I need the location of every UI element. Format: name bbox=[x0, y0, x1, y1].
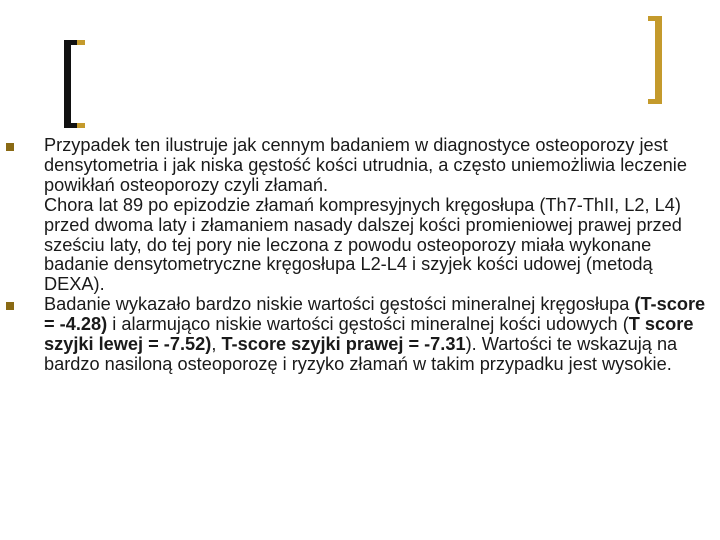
results-text-c: , bbox=[211, 334, 222, 355]
results-text-a: Badanie wykazało bardzo niskie wartości gęstości mineralnej kręgosłupa bbox=[44, 294, 635, 315]
bullet-item-2 bbox=[0, 295, 720, 375]
results-text-d: ). Wartości te wskazują na bardzo nasiloną osteoporozę i ryzyko złamań w takim przypadku jest wysokie. bbox=[44, 334, 678, 374]
left-femoral-neck-t-score: T score szyjki lewej = -7.52) bbox=[44, 314, 694, 355]
left-bracket-gold-decoration bbox=[77, 40, 85, 128]
case-history-paragraph: Chora lat 89 po epizodzie złamań kompresyjnych kręgosłupa (Th7-ThII, L2, L4) przed dwoma laty i złamaniem nasady dalszej kości promieniowej prawej przed sześciu laty, do tej pory nie leczona z powodu osteoporozy miała wykonane badanie densytometryczne kręgosłupa L2-L4 i szyjek kości udowej (metodą DEXA). bbox=[44, 194, 682, 295]
bullet-item-1 bbox=[0, 136, 720, 295]
slide-content bbox=[0, 136, 720, 375]
spine-t-score: (T-score = -4.28) bbox=[44, 294, 706, 335]
bullet-square-icon bbox=[6, 302, 14, 310]
case-intro-paragraph: Przypadek ten ilustruje jak cennym badaniem w diagnostyce osteoporozy jest densytometria i jak niska gęstość kości utrudnia, a często uniemożliwia leczenie powikłań osteoporozy czyli złamań. bbox=[44, 135, 687, 195]
right-femoral-neck-t-score: T-score szyjki prawej = -7.31 bbox=[221, 334, 466, 355]
left-bracket-decoration bbox=[64, 40, 78, 128]
results-text-b: i alarmująco niskie wartości gęstości mineralnej kości udowych ( bbox=[107, 314, 629, 335]
bullet-square-icon bbox=[6, 143, 14, 151]
right-bracket-decoration bbox=[648, 16, 662, 104]
